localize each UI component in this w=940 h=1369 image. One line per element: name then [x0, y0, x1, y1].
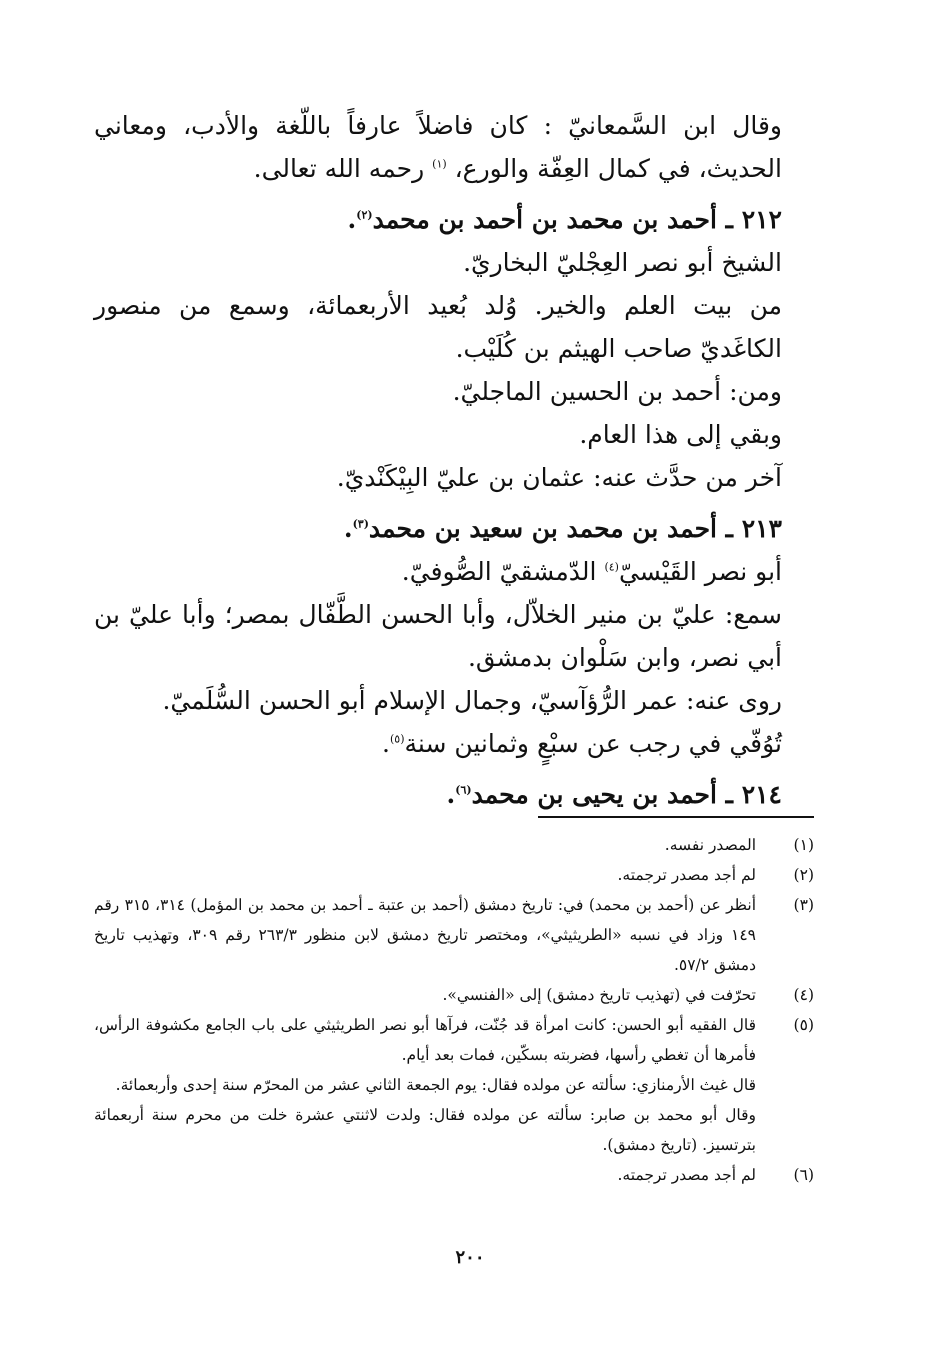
- footnote-ref-1: (١): [432, 157, 447, 171]
- footnotes: [94, 830, 814, 1190]
- entry-212-line-4: وبقي إلى هذا العام.: [579, 420, 782, 449]
- footnote-5: [94, 1010, 814, 1160]
- footnote-text: لم أجد مصدر ترجمته.: [617, 866, 756, 884]
- footnote-text: أنظر عن (أحمد بن محمد) في: تاريخ دمشق (أحمد بن عتبة ـ أحمد بن محمد بن المؤمل) ٣١٤، ٣١٥ رقم ١٤٩ وزاد في نسبه «الطريثيثي»، ومختصر تاريخ دمشق لابن منظور ٢٦٣/٣ رقم ٣٠٩، وتهذيب تاريخ دمشق ٥٧/٢.: [94, 896, 756, 974]
- footnote-ref-6: (٦): [455, 783, 472, 797]
- footnote-2: [94, 860, 814, 890]
- entry-213-line-1: أبو نصر القَيْسيّ$^{(٤)}$ الدّمشقيّ الصُّوفيّ.: [401, 557, 782, 586]
- entry-213-heading: ٢١٣ ـ أحمد بن محمد بن سعيد بن محمد$^{(٣)}$.: [343, 514, 782, 543]
- footnote-3: [94, 890, 814, 980]
- footnote-ref-4: (٤): [604, 560, 619, 574]
- footnote-text: تحرّفت في (تهذيب تاريخ دمشق) إلى «الفنسي».: [442, 986, 756, 1004]
- footnote-text: قال غيث الأرمنازي: سألته عن مولده فقال: يوم الجمعة الثاني عشر من المحرّم سنة إحدى وأربعمائة.: [115, 1076, 756, 1094]
- footnote-number: (١): [793, 836, 814, 854]
- main-text: [94, 104, 814, 816]
- footnote-text: المصدر نفسه.: [664, 836, 756, 854]
- entry-212-heading: ٢١٢ ـ أحمد بن محمد بن أحمد بن محمد$^{(٢)}$.: [347, 205, 782, 234]
- footnote-number: (٥): [793, 1016, 814, 1034]
- footnote-text: قال الفقيه أبو الحسن: كانت امرأة قد جُنّت، فرآها أبو نصر الطريثيثي على باب الجامع مكشوفة الرأس، فأمرها أن تغطي رأسها، فضربته بسكّين، فمات بعد أيام.: [94, 1016, 756, 1064]
- entry-213-line-2: سمع: عليّ بن منير الخلاّل، وأبا الحسن الطَّفّال بمصر؛ وأبا عليّ بن أبي نصر، وابن سَلْوان بدمشق.: [94, 600, 782, 672]
- entry-212-line-1: الشيخ أبو نصر العِجْليّ البخاريّ.: [463, 248, 782, 277]
- entry-213-line-3: روى عنه: عمر الرُّؤآسيّ، وجمال الإسلام أبو الحسن السُّلَميّ.: [162, 686, 782, 715]
- footnote-number: (٦): [793, 1166, 814, 1184]
- entry-212-line-3: ومن: أحمد بن الحسين الماجليّ.: [452, 377, 782, 406]
- footnote-6: [94, 1160, 814, 1190]
- entry-212-line-5: آخر من حدَّث عنه: عثمان بن عليّ البِيْكَنْديّ.: [336, 463, 782, 492]
- footnote-ref-2: (٢): [356, 208, 373, 222]
- footnote-ref-5: (٥): [390, 732, 405, 746]
- entry-212-line-2: من بيت العلم والخير. وُلد بُعيد الأربعمائة، وسمع من منصور الكاغَديّ صاحب الهيثم بن كُلَيْب.: [94, 291, 782, 363]
- footnote-4: [94, 980, 814, 1010]
- footnote-ref-3: (٣): [352, 517, 369, 531]
- entry-214-heading: ٢١٤ ـ أحمد بن يحيى بن محمد$^{(٦)}$.: [446, 780, 782, 809]
- footnote-number: (٣): [793, 896, 814, 914]
- footnote-text: لم أجد مصدر ترجمته.: [617, 1166, 756, 1184]
- entry-213-line-4: تُوُفّي في رجب عن سبْعٍ وثمانين سنة$^{(٥)}$.: [382, 729, 782, 758]
- footnote-1: [94, 830, 814, 860]
- footnote-number: (٢): [793, 866, 814, 884]
- footnote-number: (٤): [793, 986, 814, 1004]
- paragraph-samani-quote: وقال ابن السَّمعانيّ : كان فاضلاً عارفاً باللّغة والأدب، ومعاني الحديث، في كمال العِفّة والورع، $^{(١)}$ رحمه الله تعالى.: [94, 111, 782, 183]
- page-number: ٢٠٠: [455, 1247, 485, 1268]
- footnote-text: وقال أبو محمد بن صابر: سألته عن مولده فقال: ولدت لاثنتي عشرة خلت من محرم سنة أربعمائة بترتسيز. (تاريخ دمشق).: [94, 1106, 756, 1154]
- footnote-divider: [538, 816, 814, 818]
